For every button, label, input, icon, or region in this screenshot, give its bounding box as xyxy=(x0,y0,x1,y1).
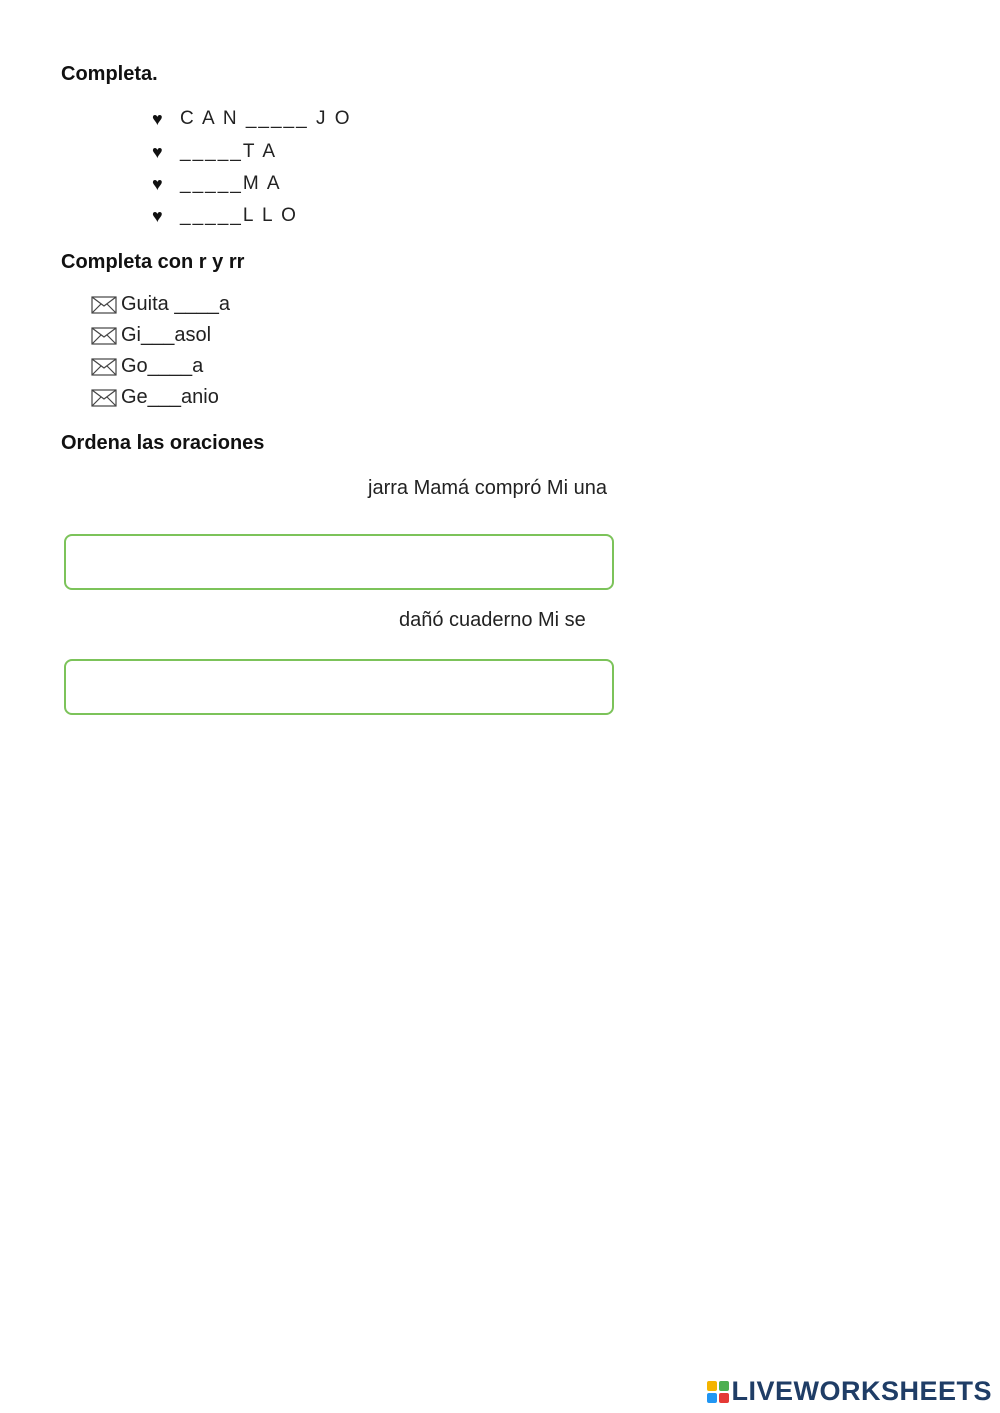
completa-item-text: _____L L O xyxy=(180,205,298,226)
r-rr-item-text: Gi___asol xyxy=(121,324,212,346)
liveworksheets-brand xyxy=(707,1376,992,1407)
r-rr-item xyxy=(91,386,219,409)
liveworksheets-logo-icon xyxy=(707,1381,729,1403)
answer-input-box[interactable] xyxy=(64,534,614,590)
heart-icon: ♥ xyxy=(152,173,163,194)
r-rr-item-text: Ge___anio xyxy=(121,386,219,408)
heart-icon: ♥ xyxy=(152,141,163,162)
r-rr-item xyxy=(91,324,211,347)
completa-item-text: _____T A xyxy=(180,141,278,162)
scrambled-sentence: jarra Mamá compró Mi una xyxy=(368,477,607,499)
completa-item xyxy=(152,205,298,227)
completa-item-text: C A N _____ J O xyxy=(180,108,352,129)
r-rr-item-text: Go____a xyxy=(121,355,204,377)
envelope-icon xyxy=(91,327,117,345)
envelope-icon xyxy=(91,358,117,376)
section-title-ordena: Ordena las oraciones xyxy=(61,432,265,454)
section-title-r-rr: Completa con r y rr xyxy=(61,251,245,273)
completa-item xyxy=(152,173,282,195)
envelope-icon xyxy=(91,296,117,314)
r-rr-item xyxy=(91,293,230,316)
envelope-icon xyxy=(91,389,117,407)
brand-text: LIVEWORKSHEETS xyxy=(731,1376,992,1406)
r-rr-item xyxy=(91,355,203,378)
section-title-completa: Completa. xyxy=(61,63,158,85)
scrambled-sentence: dañó cuaderno Mi se xyxy=(399,609,586,631)
r-rr-item-text: Guita ____a xyxy=(121,293,230,315)
heart-icon: ♥ xyxy=(152,205,163,226)
completa-item xyxy=(152,141,277,163)
heart-icon: ♥ xyxy=(152,108,163,129)
completa-item-text: _____M A xyxy=(180,173,282,194)
answer-input-box[interactable] xyxy=(64,659,614,715)
completa-item xyxy=(152,108,352,130)
